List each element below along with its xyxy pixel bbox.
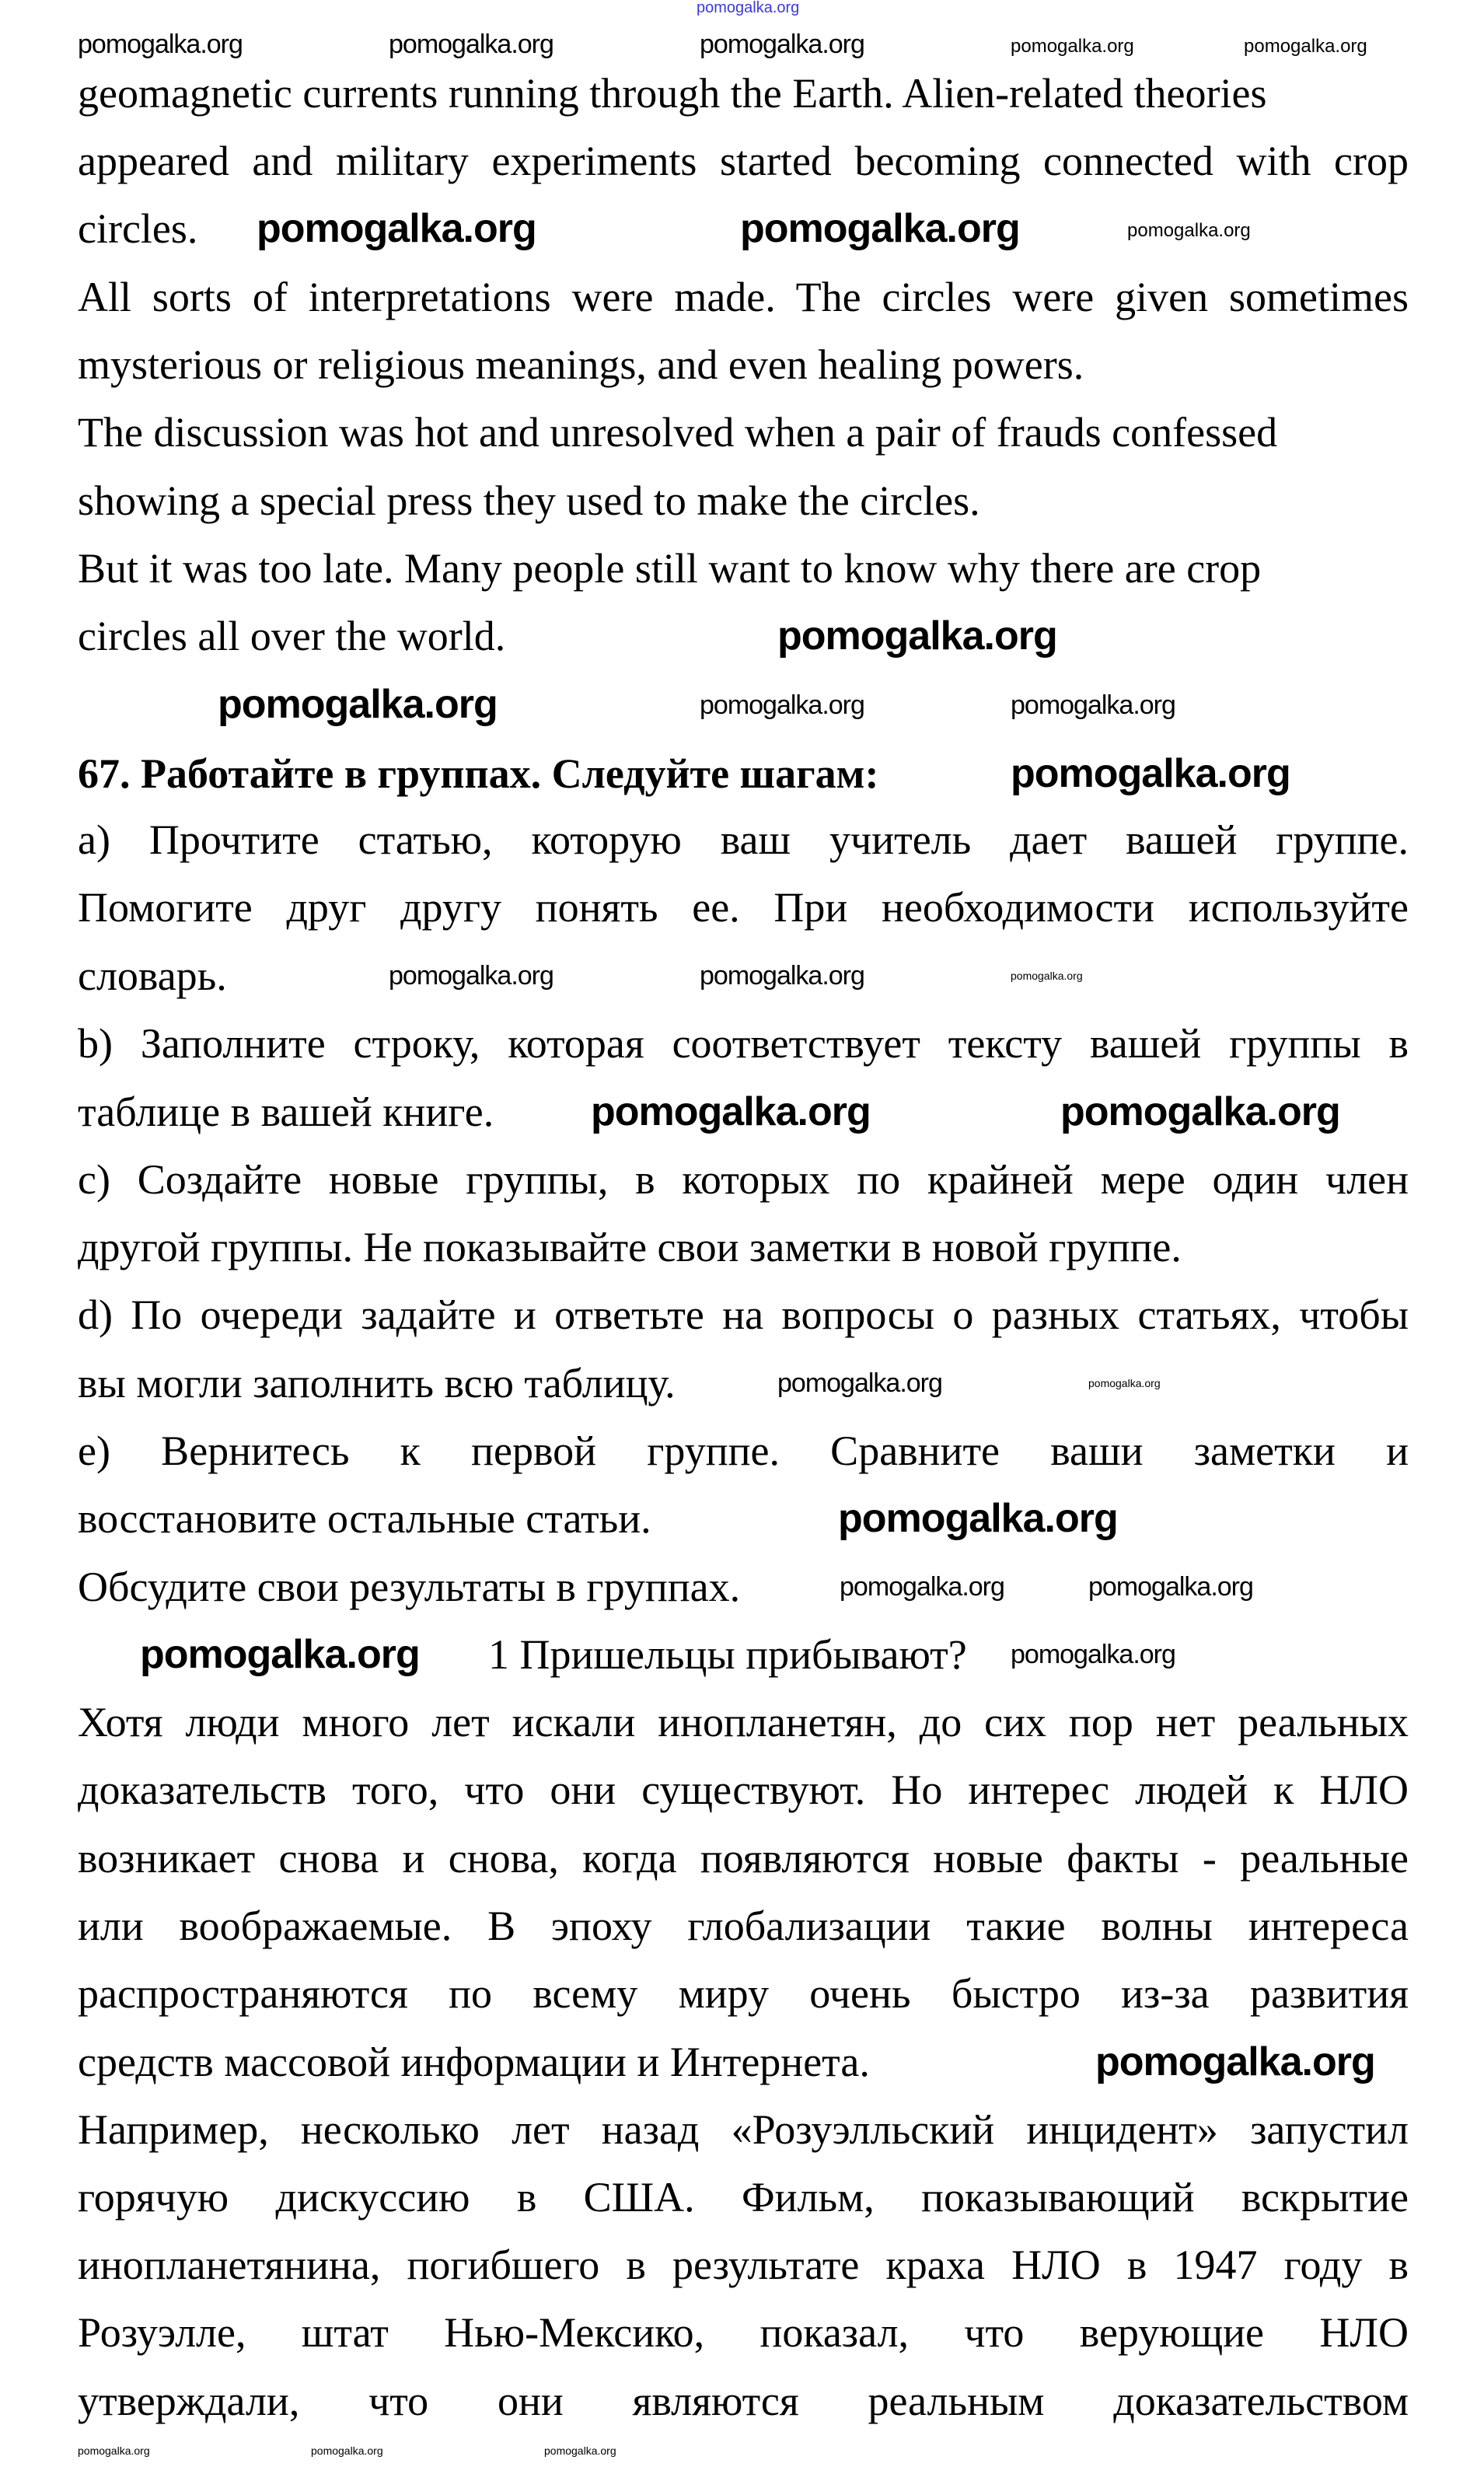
text-line: geomagnetic currents running through the Earth. Alien-related theories <box>78 70 1267 117</box>
watermark: pomogalka.org <box>1088 1377 1161 1389</box>
watermark: pomogalka.org <box>218 682 498 727</box>
text-line: c) Создайте новые группы, в которых по крайней мере один член <box>78 1156 1409 1203</box>
text-line: словарь. <box>78 952 227 999</box>
watermark: pomogalka.org <box>78 30 243 59</box>
watermark: pomogalka.org <box>78 2444 150 2457</box>
text-line: Например, несколько лет назад «Розуэлльский инцидент» запустил <box>78 2106 1409 2153</box>
text-line: showing a special press they used to make the circles. <box>78 477 980 524</box>
watermark: pomogalka.org <box>777 1368 942 1398</box>
watermark: pomogalka.org <box>1011 751 1290 796</box>
watermark: pomogalka.org <box>389 961 553 991</box>
text-line: Помогите друг другу понять ее. При необходимости используйте <box>78 884 1409 931</box>
text-line: распространяются по всему миру очень быстро из-за развития <box>78 1970 1409 2017</box>
watermark: pomogalka.org <box>700 690 864 720</box>
text-line: mysterious or religious meanings, and even healing powers. <box>78 341 1084 388</box>
watermark: pomogalka.org <box>389 30 553 59</box>
text-line: вы могли заполнить всю таблицу. <box>78 1360 676 1406</box>
watermark: pomogalka.org <box>544 2444 616 2457</box>
text-line: инопланетянина, погибшего в результате краха НЛО в 1947 году в <box>78 2242 1409 2288</box>
text-line: утверждали, что они являются реальным доказательством <box>78 2378 1409 2424</box>
watermark: pomogalka.org <box>1011 690 1175 720</box>
watermark: pomogalka.org <box>1060 1089 1340 1134</box>
text-line: другой группы. Не показывайте свои заметки в новой группе. <box>78 1224 1182 1270</box>
article-title: 1 Пришельцы прибывают? <box>488 1631 967 1678</box>
text-line: b) Заполните строку, которая соответствует тексту вашей группы в <box>78 1020 1409 1067</box>
text-line: Розуэлле, штат Нью-Мексико, показал, что верующие НЛО <box>78 2309 1409 2356</box>
text-line: или воображаемые. В эпоху глобализации такие волны интереса <box>78 1903 1409 1949</box>
text-line: горячую дискуссию в США. Фильм, показывающий вскрытие <box>78 2174 1409 2221</box>
watermark: pomogalka.org <box>1088 1572 1253 1602</box>
exercise-heading: 67. Работайте в группах. Следуйте шагам: <box>78 750 879 797</box>
text-line: восстановите остальные статьи. <box>78 1495 651 1542</box>
text-line: e) Вернитесь к первой группе. Сравните ваши заметки и <box>78 1427 1409 1474</box>
watermark: pomogalka.org <box>140 1632 420 1677</box>
watermark: pomogalka.org <box>777 613 1057 659</box>
text-line: All sorts of interpretations were made. The circles were given sometimes <box>78 274 1409 320</box>
text-line: circles. <box>78 205 198 252</box>
text-line: средств массовой информации и Интернета. <box>78 2039 870 2085</box>
text-line: Хотя люди много лет искали инопланетян, до сих пор нет реальных <box>78 1699 1409 1745</box>
watermark: pomogalka.org <box>1011 36 1134 57</box>
text-line: возникает снова и снова, когда появляются новые факты - реальные <box>78 1835 1409 1882</box>
text-line: circles all over the world. <box>78 613 506 659</box>
watermark: pomogalka.org <box>591 1089 871 1134</box>
watermark: pomogalka.org <box>740 206 1020 251</box>
text-line: appeared and military experiments started becoming connected with crop <box>78 138 1409 184</box>
watermark: pomogalka.org <box>1011 970 1083 982</box>
watermark: pomogalka.org <box>311 2444 383 2457</box>
text-line: таблице в вашей книге. <box>78 1088 494 1135</box>
watermark: pomogalka.org <box>700 30 864 59</box>
watermark: pomogalka.org <box>1095 2039 1375 2084</box>
watermark: pomogalka.org <box>1127 220 1251 241</box>
text-line: The discussion was hot and unresolved when a pair of frauds confessed <box>78 409 1278 456</box>
watermark: pomogalka.org <box>838 1496 1118 1541</box>
text-line: d) По очереди задайте и ответьте на вопросы о разных статьях, чтобы <box>78 1291 1409 1338</box>
text-line: доказательств того, что они существуют. Но интерес людей к НЛО <box>78 1766 1409 1813</box>
text-line: Обсудите свои результаты в группах. <box>78 1564 741 1610</box>
text-line: a) Прочтите статью, которую ваш учитель дает вашей группе. <box>78 816 1409 863</box>
watermark: pomogalka.org <box>1244 36 1367 57</box>
watermark: pomogalka.org <box>840 1572 1004 1602</box>
watermark: pomogalka.org <box>257 206 536 251</box>
watermark: pomogalka.org <box>700 961 864 991</box>
watermark: pomogalka.org <box>1011 1640 1175 1669</box>
text-line: But it was too late. Many people still want to know why there are crop <box>78 545 1262 592</box>
watermark-header: pomogalka.org <box>697 0 800 16</box>
